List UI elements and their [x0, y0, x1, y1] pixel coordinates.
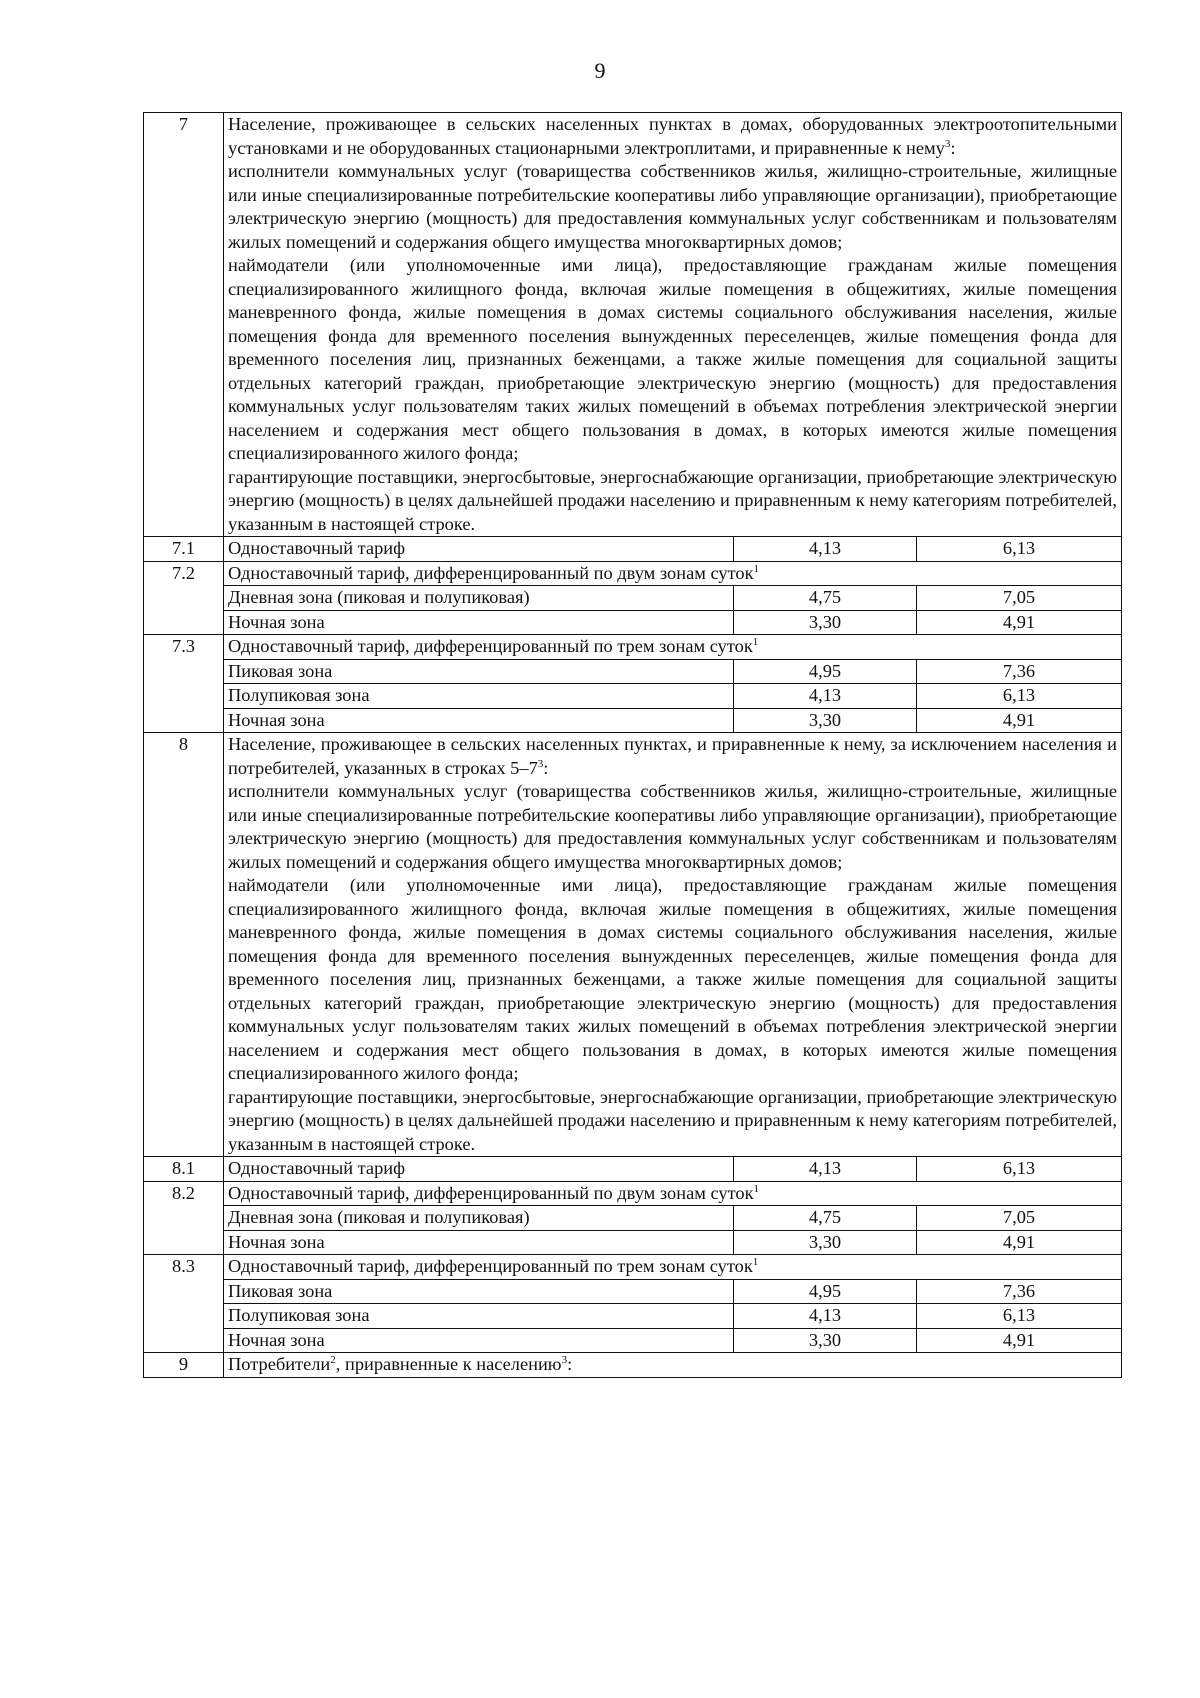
tariff-value-2: 4,91 [917, 1230, 1122, 1255]
zone-label: Пиковая зона [224, 1279, 734, 1304]
tariff-value-2: 4,91 [917, 708, 1122, 733]
table-row [144, 1328, 1122, 1353]
table-row [144, 1255, 1122, 1280]
description-paragraph: исполнители коммунальных услуг (товарищества собственников жилья, жилищно-строительные, жилищные или иные специализированные потребительские кооперативы либо управляющие организации), приобретающие электрическую энергию (мощность) для предоставления коммунальных услуг собственникам и пользователям жилых помещений и содержания общего имущества многоквартирных домов; [228, 781, 1117, 872]
description-paragraph: наймодатели (или уполномоченные ими лица), предоставляющие гражданам жилые помещения специализированного жилищного фонда, включая жилые помещения в общежитиях, жилые помещения маневренного фонда, жилые помещения в домах системы социального обслуживания населения, жилые помещения фонда для временного поселения вынужденных переселенцев, жилые помещения фонда для временного поселения лиц, признанных беженцами, а также жилые помещения для социальной защиты отдельных категорий граждан, приобретающие электрическую энергию (мощность) для предоставления коммунальных услуг пользователям таких жилых помещений в объемах потребления электрической энергии населением и содержания мест общего пользования в домах, в которых имеются жилые помещения специализированного жилого фонда; [228, 255, 1117, 463]
category-description: Потребители$^2$, приравненные к населению$^3$: [224, 1353, 1122, 1378]
table-row [144, 1353, 1122, 1378]
tariff-value-2: 7,36 [917, 1279, 1122, 1304]
row-number: 9 [144, 1353, 224, 1378]
category-description [224, 733, 1122, 1157]
description-paragraph: гарантирующие поставщики, энергосбытовые, энергоснабжающие организации, приобретающие электрическую энергию (мощность) в целях дальнейшей продажи населению и приравненным к нему категориям потребителей, указанным в настоящей строке. [228, 466, 1117, 534]
zone-label: Ночная зона [224, 610, 734, 635]
table-row [144, 635, 1122, 660]
tariff-value-1: 4,13 [734, 537, 917, 562]
zone-label: Дневная зона (пиковая и полупиковая) [224, 1206, 734, 1231]
zone-label: Ночная зона [224, 708, 734, 733]
table-row [144, 113, 1122, 537]
table-row [144, 537, 1122, 562]
row-number: 8.1 [144, 1157, 224, 1182]
table-row [144, 586, 1122, 611]
table-row [144, 684, 1122, 709]
tariff-label: Одноставочный тариф [224, 1157, 734, 1182]
row-number: 7.2 [144, 561, 224, 635]
table-row [144, 1230, 1122, 1255]
table-row [144, 659, 1122, 684]
table-row [144, 561, 1122, 586]
zone-label: Дневная зона (пиковая и полупиковая) [224, 586, 734, 611]
tariff-value-2: 7,05 [917, 1206, 1122, 1231]
page-number: 9 [594, 58, 606, 83]
tariff-value-1: 3,30 [734, 708, 917, 733]
tariff-value-2: 6,13 [917, 1157, 1122, 1182]
tariff-value-2: 7,36 [917, 659, 1122, 684]
tariff-value-1: 4,75 [734, 586, 917, 611]
table-row [144, 733, 1122, 1157]
table-row [144, 1181, 1122, 1206]
tariff-value-1: 4,95 [734, 1279, 917, 1304]
tariff-value-1: 4,95 [734, 659, 917, 684]
row-number: 8.3 [144, 1255, 224, 1353]
tariff-value-2: 6,13 [917, 537, 1122, 562]
table-row [144, 708, 1122, 733]
tariff-label: Одноставочный тариф, дифференцированный по двум зонам суток$^1$ [224, 561, 1122, 586]
description-paragraph: наймодатели (или уполномоченные ими лица), предоставляющие гражданам жилые помещения специализированного жилищного фонда, включая жилые помещения в общежитиях, жилые помещения маневренного фонда, жилые помещения в домах системы социального обслуживания населения, жилые помещения фонда для временного поселения вынужденных переселенцев, жилые помещения фонда для временного поселения лиц, признанных беженцами, а также жилые помещения для социальной защиты отдельных категорий граждан, приобретающие электрическую энергию (мощность) для предоставления коммунальных услуг пользователям таких жилых помещений в объемах потребления электрической энергии населением и содержания мест общего пользования в домах, в которых имеются жилые помещения специализированного жилого фонда; [228, 875, 1117, 1083]
tariff-table [143, 112, 1122, 1378]
table-row [144, 1279, 1122, 1304]
description-intro: Население, проживающее в сельских населенных пунктах в домах, оборудованных электроотопительными установками и не оборудованных стационарными электроплитами, и приравненные к нему$^3$: [228, 114, 1117, 158]
zone-label: Полупиковая зона [224, 684, 734, 709]
tariff-label: Одноставочный тариф, дифференцированный по двум зонам суток$^1$ [224, 1181, 1122, 1206]
row-number: 8.2 [144, 1181, 224, 1255]
tariff-label: Одноставочный тариф, дифференцированный по трем зонам суток$^1$ [224, 1255, 1122, 1280]
table-row [144, 1206, 1122, 1231]
description-paragraph: гарантирующие поставщики, энергосбытовые, энергоснабжающие организации, приобретающие электрическую энергию (мощность) в целях дальнейшей продажи населению и приравненным к нему категориям потребителей, указанным в настоящей строке. [228, 1086, 1117, 1154]
row-number: 8 [144, 733, 224, 1157]
tariff-value-2: 6,13 [917, 1304, 1122, 1329]
tariff-value-1: 3,30 [734, 610, 917, 635]
zone-label: Пиковая зона [224, 659, 734, 684]
tariff-value-1: 3,30 [734, 1230, 917, 1255]
zone-label: Полупиковая зона [224, 1304, 734, 1329]
tariff-value-1: 4,75 [734, 1206, 917, 1231]
tariff-label: Одноставочный тариф, дифференцированный по трем зонам суток$^1$ [224, 635, 1122, 660]
table-row [144, 610, 1122, 635]
description-paragraph: исполнители коммунальных услуг (товарищества собственников жилья, жилищно-строительные, жилищные или иные специализированные потребительские кооперативы либо управляющие организации), приобретающие электрическую энергию (мощность) для предоставления коммунальных услуг собственникам и пользователям жилых помещений и содержания общего имущества многоквартирных домов; [228, 161, 1117, 252]
tariff-value-2: 6,13 [917, 684, 1122, 709]
tariff-value-2: 4,91 [917, 1328, 1122, 1353]
table-row [144, 1304, 1122, 1329]
tariff-value-1: 4,13 [734, 684, 917, 709]
description-intro: Население, проживающее в сельских населенных пунктах, и приравненные к нему, за исключением населения и потребителей, указанных в строках $5-7^3$: [228, 734, 1117, 778]
row-number: 7 [144, 113, 224, 537]
category-description [224, 113, 1122, 537]
tariff-label: Одноставочный тариф [224, 537, 734, 562]
tariff-value-1: 4,13 [734, 1157, 917, 1182]
tariff-value-2: 7,05 [917, 586, 1122, 611]
tariff-value-1: 3,30 [734, 1328, 917, 1353]
row-number: 7.3 [144, 635, 224, 733]
tariff-value-1: 4,13 [734, 1304, 917, 1329]
row-number: 7.1 [144, 537, 224, 562]
table-row [144, 1157, 1122, 1182]
zone-label: Ночная зона [224, 1230, 734, 1255]
zone-label: Ночная зона [224, 1328, 734, 1353]
tariff-value-2: 4,91 [917, 610, 1122, 635]
